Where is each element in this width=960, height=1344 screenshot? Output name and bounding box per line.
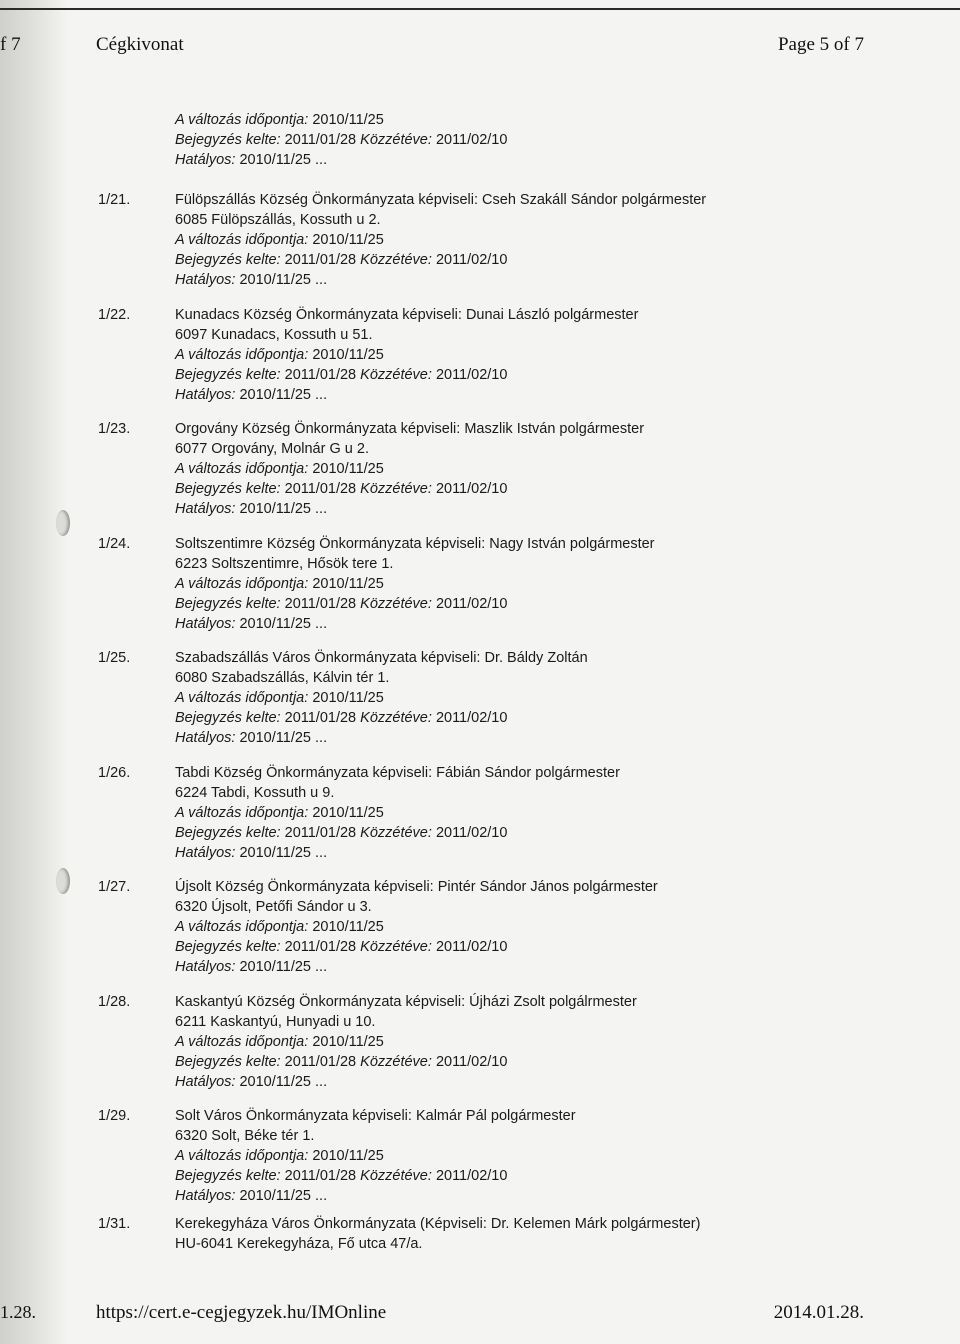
published-label: Közzétéve:	[360, 481, 432, 497]
entry-date-label: Bejegyzés kelte:	[175, 596, 281, 612]
published-label: Közzétéve:	[360, 1054, 432, 1070]
entry-date-label: Bejegyzés kelte:	[175, 825, 281, 841]
effective-value: 2010/11/25 ...	[239, 1074, 328, 1090]
entry-date-value: 2011/01/28	[284, 1168, 357, 1184]
change-date-value: 2010/11/25	[312, 805, 384, 821]
entry-name: Szabadszállás Város Önkormányzata képviseli: Dr. Báldy Zoltán	[175, 650, 588, 666]
entry-date-label: Bejegyzés kelte:	[175, 367, 281, 383]
change-date-value: 2010/11/25	[312, 1148, 384, 1164]
change-date-line	[175, 230, 384, 250]
entry-address: 6085 Fülöpszállás, Kossuth u 2.	[175, 212, 381, 228]
change-date-line	[175, 688, 384, 708]
change-date-value: 2010/11/25	[312, 112, 384, 128]
effective-line	[175, 499, 327, 519]
entry-name: Kaskantyú Község Önkormányzata képviseli: Újházi Zsolt polgálrmester	[175, 994, 637, 1010]
entry-date-line	[175, 130, 507, 150]
entry-address: 6077 Orgovány, Molnár G u 2.	[175, 441, 369, 457]
change-date-label: A változás időpontja:	[175, 1148, 309, 1164]
entry-date-label: Bejegyzés kelte:	[175, 1168, 281, 1184]
entry-address: 6097 Kunadacs, Kossuth u 51.	[175, 327, 373, 343]
entry-date-value: 2011/01/28	[284, 710, 357, 726]
effective-label: Hatályos:	[175, 616, 236, 632]
change-date-line	[175, 1032, 384, 1052]
change-date-label: A változás időpontja:	[175, 347, 309, 363]
entry-date-value: 2011/01/28	[284, 1054, 357, 1070]
punch-hole	[56, 510, 70, 536]
change-date-value: 2010/11/25	[312, 690, 384, 706]
published-label: Közzétéve:	[360, 132, 432, 148]
effective-label: Hatályos:	[175, 1074, 236, 1090]
published-value: 2011/02/10	[435, 1168, 508, 1184]
effective-line	[175, 957, 327, 977]
effective-value: 2010/11/25 ...	[239, 616, 328, 632]
effective-value: 2010/11/25 ...	[239, 501, 328, 517]
entry-date-label: Bejegyzés kelte:	[175, 132, 281, 148]
published-value: 2011/02/10	[435, 710, 508, 726]
entry-name: Soltszentimre Község Önkormányzata képviseli: Nagy István polgármester	[175, 536, 655, 552]
effective-line	[175, 270, 327, 290]
effective-value: 2010/11/25 ...	[239, 959, 328, 975]
entry-name: Orgovány Község Önkormányzata képviseli: Maszlik István polgármester	[175, 421, 645, 437]
entry-number: 1/31.	[98, 1216, 131, 1232]
entry-date-line	[175, 365, 507, 385]
entry-number: 1/25.	[98, 650, 131, 666]
change-date-line	[175, 1146, 384, 1166]
entry-date-value: 2011/01/28	[284, 132, 357, 148]
published-value: 2011/02/10	[435, 825, 508, 841]
published-label: Közzétéve:	[360, 825, 432, 841]
published-label: Közzétéve:	[360, 252, 432, 268]
effective-value: 2010/11/25 ...	[239, 152, 328, 168]
entry-address: 6320 Solt, Béke tér 1.	[175, 1128, 315, 1144]
entry-date-value: 2011/01/28	[284, 939, 357, 955]
entry-date-value: 2011/01/28	[284, 481, 357, 497]
change-date-label: A változás időpontja:	[175, 112, 309, 128]
change-date-value: 2010/11/25	[312, 347, 384, 363]
scan-left-margin	[0, 0, 68, 1344]
page-number: Page 5 of 7	[777, 34, 864, 55]
change-date-label: A változás időpontja:	[175, 576, 309, 592]
punch-hole	[56, 868, 70, 894]
entry-name: Fülöpszállás Község Önkormányzata képviseli: Cseh Szakáll Sándor polgármester	[175, 192, 707, 208]
change-date-value: 2010/11/25	[312, 1034, 384, 1050]
entry-date-label: Bejegyzés kelte:	[175, 252, 281, 268]
page-title: Cégkivonat	[96, 34, 184, 55]
corner-fragment-top: f 7	[0, 34, 21, 55]
entry-date-value: 2011/01/28	[284, 596, 357, 612]
effective-label: Hatályos:	[175, 730, 236, 746]
entry-number: 1/29.	[98, 1108, 131, 1124]
entry-number: 1/23.	[98, 421, 131, 437]
entry-address: 6080 Szabadszállás, Kálvin tér 1.	[175, 670, 390, 686]
entry-date-label: Bejegyzés kelte:	[175, 939, 281, 955]
entry-date-line	[175, 708, 507, 728]
published-value: 2011/02/10	[435, 939, 508, 955]
entry-date-line	[175, 479, 507, 499]
published-value: 2011/02/10	[435, 367, 508, 383]
effective-label: Hatályos:	[175, 501, 236, 517]
entry-name: Újsolt Község Önkormányzata képviseli: Pintér Sándor János polgármester	[175, 879, 658, 895]
effective-label: Hatályos:	[175, 845, 236, 861]
entry-date-value: 2011/01/28	[284, 252, 357, 268]
entry-date-value: 2011/01/28	[284, 825, 357, 841]
effective-label: Hatályos:	[175, 959, 236, 975]
published-value: 2011/02/10	[435, 1054, 508, 1070]
entry-date-line	[175, 1166, 507, 1186]
change-date-label: A változás időpontja:	[175, 232, 309, 248]
entry-name: Tabdi Község Önkormányzata képviseli: Fábián Sándor polgármester	[175, 765, 620, 781]
entry-address: 6223 Soltszentimre, Hősök tere 1.	[175, 556, 394, 572]
effective-label: Hatályos:	[175, 387, 236, 403]
entry-address: 6211 Kaskantyú, Hunyadi u 10.	[175, 1014, 376, 1030]
footer-url: https://cert.e-cegjegyzek.hu/IMOnline	[96, 1302, 387, 1323]
effective-value: 2010/11/25 ...	[239, 387, 328, 403]
entry-number: 1/27.	[98, 879, 131, 895]
change-date-line	[175, 345, 384, 365]
change-date-value: 2010/11/25	[312, 919, 384, 935]
entry-date-line	[175, 594, 507, 614]
change-date-line	[175, 110, 384, 130]
entry-number: 1/28.	[98, 994, 131, 1010]
change-date-value: 2010/11/25	[312, 461, 384, 477]
entry-date-line	[175, 937, 507, 957]
entry-address: HU-6041 Kerekegyháza, Fő utca 47/a.	[175, 1236, 423, 1252]
published-value: 2011/02/10	[435, 132, 508, 148]
published-label: Közzétéve:	[360, 596, 432, 612]
change-date-label: A változás időpontja:	[175, 919, 309, 935]
published-label: Közzétéve:	[360, 710, 432, 726]
entry-date-line	[175, 250, 507, 270]
change-date-label: A változás időpontja:	[175, 805, 309, 821]
entry-date-label: Bejegyzés kelte:	[175, 1054, 281, 1070]
entry-date-line	[175, 1052, 507, 1072]
top-rule	[0, 8, 960, 10]
entry-date-value: 2011/01/28	[284, 367, 357, 383]
entry-number: 1/24.	[98, 536, 131, 552]
entry-address: 6320 Újsolt, Petőfi Sándor u 3.	[175, 899, 372, 915]
change-date-line	[175, 917, 384, 937]
published-label: Közzétéve:	[360, 939, 432, 955]
entry-address: 6224 Tabdi, Kossuth u 9.	[175, 785, 335, 801]
effective-value: 2010/11/25 ...	[239, 845, 328, 861]
entry-date-line	[175, 823, 507, 843]
effective-label: Hatályos:	[175, 152, 236, 168]
published-value: 2011/02/10	[435, 252, 508, 268]
change-date-label: A változás időpontja:	[175, 690, 309, 706]
entry-name: Solt Város Önkormányzata képviseli: Kalmár Pál polgármester	[175, 1108, 576, 1124]
change-date-line	[175, 574, 384, 594]
published-value: 2011/02/10	[435, 481, 508, 497]
effective-line	[175, 1072, 327, 1092]
corner-fragment-bottom: 1.28.	[0, 1302, 36, 1322]
effective-line	[175, 614, 327, 634]
entry-name: Kunadacs Község Önkormányzata képviseli: Dunai László polgármester	[175, 307, 639, 323]
change-date-line	[175, 459, 384, 479]
change-date-label: A változás időpontja:	[175, 1034, 309, 1050]
effective-line	[175, 1186, 327, 1206]
effective-line	[175, 385, 327, 405]
entry-number: 1/26.	[98, 765, 131, 781]
change-date-value: 2010/11/25	[312, 232, 384, 248]
effective-value: 2010/11/25 ...	[239, 1188, 328, 1204]
published-label: Közzétéve:	[360, 1168, 432, 1184]
change-date-line	[175, 803, 384, 823]
published-label: Közzétéve:	[360, 367, 432, 383]
effective-label: Hatályos:	[175, 1188, 236, 1204]
entry-date-label: Bejegyzés kelte:	[175, 710, 281, 726]
entry-number: 1/21.	[98, 192, 131, 208]
effective-label: Hatályos:	[175, 272, 236, 288]
effective-line	[175, 150, 327, 170]
footer-date: 2014.01.28.	[773, 1302, 864, 1323]
effective-value: 2010/11/25 ...	[239, 730, 328, 746]
published-value: 2011/02/10	[435, 596, 508, 612]
effective-value: 2010/11/25 ...	[239, 272, 328, 288]
entry-name: Kerekegyháza Város Önkormányzata (Képviseli: Dr. Kelemen Márk polgármester)	[175, 1216, 701, 1232]
change-date-label: A változás időpontja:	[175, 461, 309, 477]
change-date-value: 2010/11/25	[312, 576, 384, 592]
effective-line	[175, 728, 327, 748]
entry-date-label: Bejegyzés kelte:	[175, 481, 281, 497]
entry-number: 1/22.	[98, 307, 131, 323]
effective-line	[175, 843, 327, 863]
